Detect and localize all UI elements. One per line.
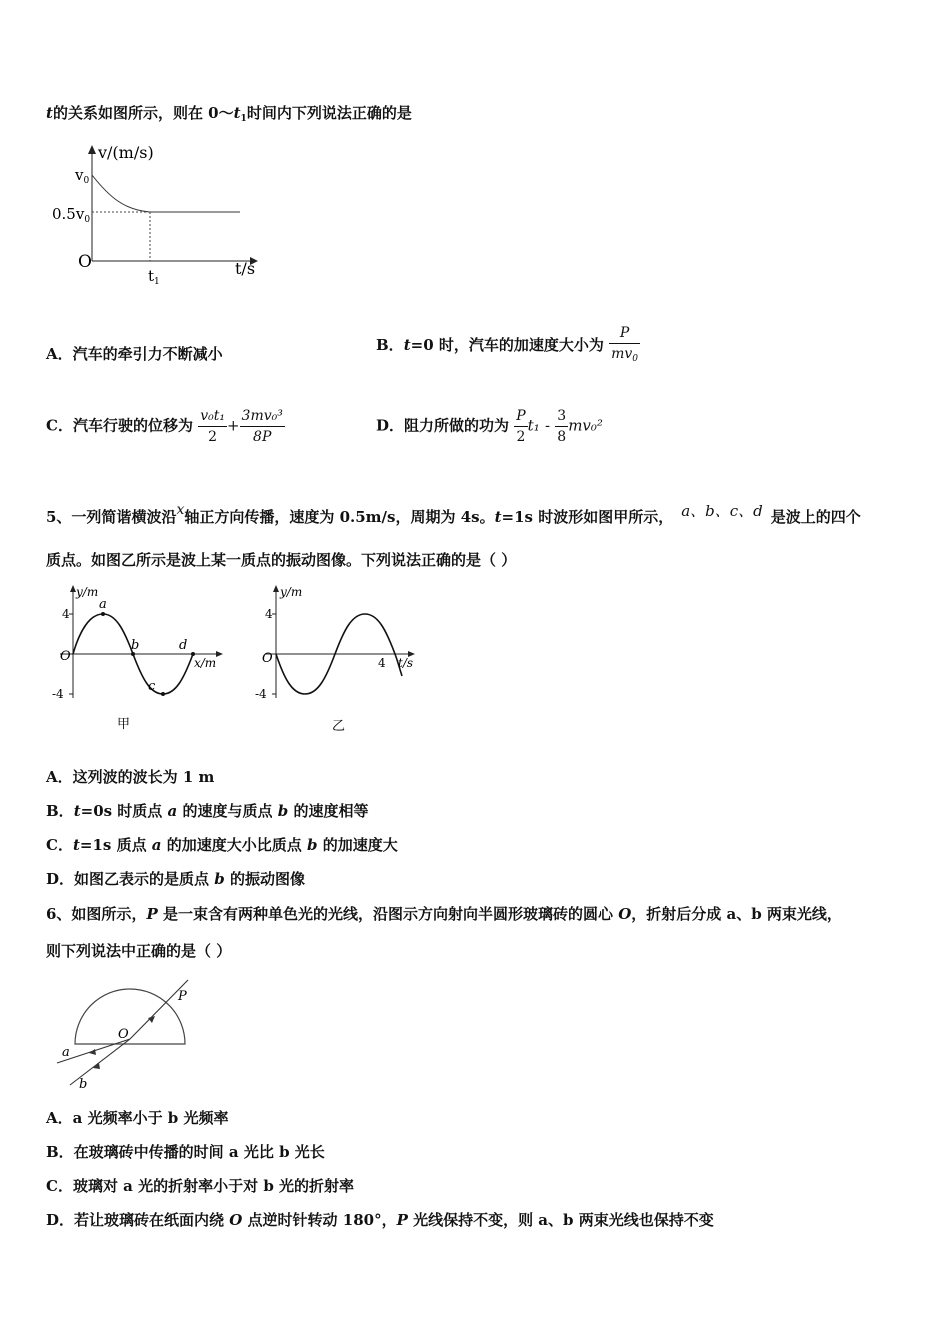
q5-option-b: B．t=0s 时质点 a 的速度与质点 b 的速度相等 — [46, 802, 369, 820]
q5a-caption: 甲 — [117, 717, 131, 732]
q6-option-a: A．a 光频率小于 b 光频率 — [46, 1109, 229, 1127]
q4-option-c-frac1: $\frac{\text{v₀t₁}}{2}$ — [200, 408, 225, 445]
q6-option-b: B．在玻璃砖中传播的时间 a 光比 b 光长 — [46, 1143, 325, 1161]
q6-option-c: C．玻璃对 a 光的折射率小于对 b 光的折射率 — [46, 1177, 355, 1195]
q5a-label-d: d — [179, 638, 188, 653]
q4-option-b: B．t=0 时，汽车的加速度大小为 $\frac{P}{mv_0}$ — [376, 323, 640, 369]
q4-velocity-graph — [40, 140, 270, 290]
q5b-label-neg4: -4 — [255, 687, 267, 701]
q6-refraction-diagram — [45, 975, 205, 1095]
q4-v0-label: $v_0$ — [75, 166, 90, 186]
q5a-xlabel: x/m — [194, 656, 217, 670]
q5-option-a: A．这列波的波长为 1 m — [46, 768, 215, 786]
q4-ylabel: v/(m/s) — [98, 143, 154, 162]
q5b-caption: 乙 — [332, 719, 346, 734]
q5a-point-c — [161, 692, 165, 696]
q5b-xlabel: t/s — [398, 656, 414, 670]
q6-semicircle-glass — [75, 989, 185, 1044]
q5a-ylabel: y/m — [76, 585, 99, 599]
q5-vibration-graph-yi — [250, 580, 430, 740]
q5-stem-line1: 5、一列简谐横波沿x轴正方向传播，速度为 0.5m/s，周期为 4s。t=1s 时波形如图甲所示， a、b、c、d 是波上的四个 — [46, 502, 861, 526]
q4-option-d-frac2: $\frac{3}{8}$ — [557, 408, 567, 445]
q5-option-c: C．t=1s 质点 a 的加速度大小比质点 b 的加速度大 — [46, 836, 398, 854]
q5b-y-arrow — [273, 585, 279, 592]
q5b-label-4: 4 — [265, 607, 273, 621]
q4-origin: O — [78, 252, 92, 272]
q4-option-a: A．汽车的牵引力不断减小 — [46, 345, 223, 363]
q4-xlabel: t/s — [235, 259, 256, 278]
q5b-origin: O — [262, 651, 273, 666]
q4-option-d-frac1: $\frac{P}{2}$ — [516, 408, 526, 445]
q4-t1-label: $t_1$ — [148, 267, 160, 287]
q5-option-d: D．如图乙表示的是质点 b 的振动图像 — [46, 870, 305, 888]
q4-stem-text: 的关系如图所示，则在 0～ — [52, 104, 234, 122]
q6-label-a: a — [62, 1045, 70, 1060]
q4-stem — [46, 103, 412, 129]
q4-option-b-fraction: $\frac{P}{mv_0}$ — [609, 323, 640, 369]
q4-stem-end: 时间内下列说法正确的是 — [246, 104, 412, 122]
q5a-label-b: b — [131, 638, 140, 653]
q4-stem-t1-sub: 1 — [240, 114, 247, 124]
q5a-label-c: c — [148, 679, 156, 694]
q5a-label-4: 4 — [62, 607, 70, 621]
q5a-origin: O — [60, 649, 71, 664]
q5a-point-a — [101, 612, 105, 616]
q4-half-label: $0.5v_0$ — [52, 205, 91, 225]
q5-stem-line2: 质点。如图乙所示是波上某一质点的振动图像。下列说法正确的是（ ） — [46, 551, 517, 569]
q4-y-arrow — [88, 145, 96, 154]
q5a-label-a: a — [99, 597, 107, 612]
q6-option-d: D．若让玻璃砖在纸面内绕 O 点逆时针转动 180°，P 光线保持不变，则 a、b 两束光线也保持不变 — [46, 1211, 714, 1229]
q5a-x-arrow — [216, 651, 223, 657]
q6-label-p: P — [178, 989, 187, 1004]
q6-stem-line1: 6、如图所示，P 是一束含有两种单色光的光线，沿图示方向射向半圆形玻璃砖的圆心 O，折射后分成 a、b 两束光线， — [46, 905, 842, 923]
q6-label-b: b — [79, 1077, 88, 1092]
q5-wave-graph-jia — [40, 580, 230, 740]
q4-option-c-frac2: $\frac{\text{3mv₀³}}{8P}$ — [241, 408, 283, 445]
q4-stem-var-t1: t — [233, 104, 241, 122]
q5b-ylabel: y/m — [280, 585, 303, 599]
q4-decay-curve — [92, 175, 150, 212]
q4-option-c: C．汽车行驶的位移为 $\frac{\text{v₀t₁}}{2}$ + $\frac{\text{3mv₀³}}{8P}$ — [46, 408, 283, 445]
q6-stem-line2: 则下列说法中正确的是（ ） — [46, 942, 232, 960]
q4-option-d: D．阻力所做的功为 $\frac{P}{2}$ t₁ - $\frac{3}{8}$ mv₀² — [376, 408, 603, 445]
q5b-label-x4: 4 — [378, 656, 386, 670]
q5a-label-neg4: -4 — [52, 687, 64, 701]
q4-stem-var-t: t — [46, 104, 53, 122]
q6-label-o: O — [118, 1027, 129, 1042]
